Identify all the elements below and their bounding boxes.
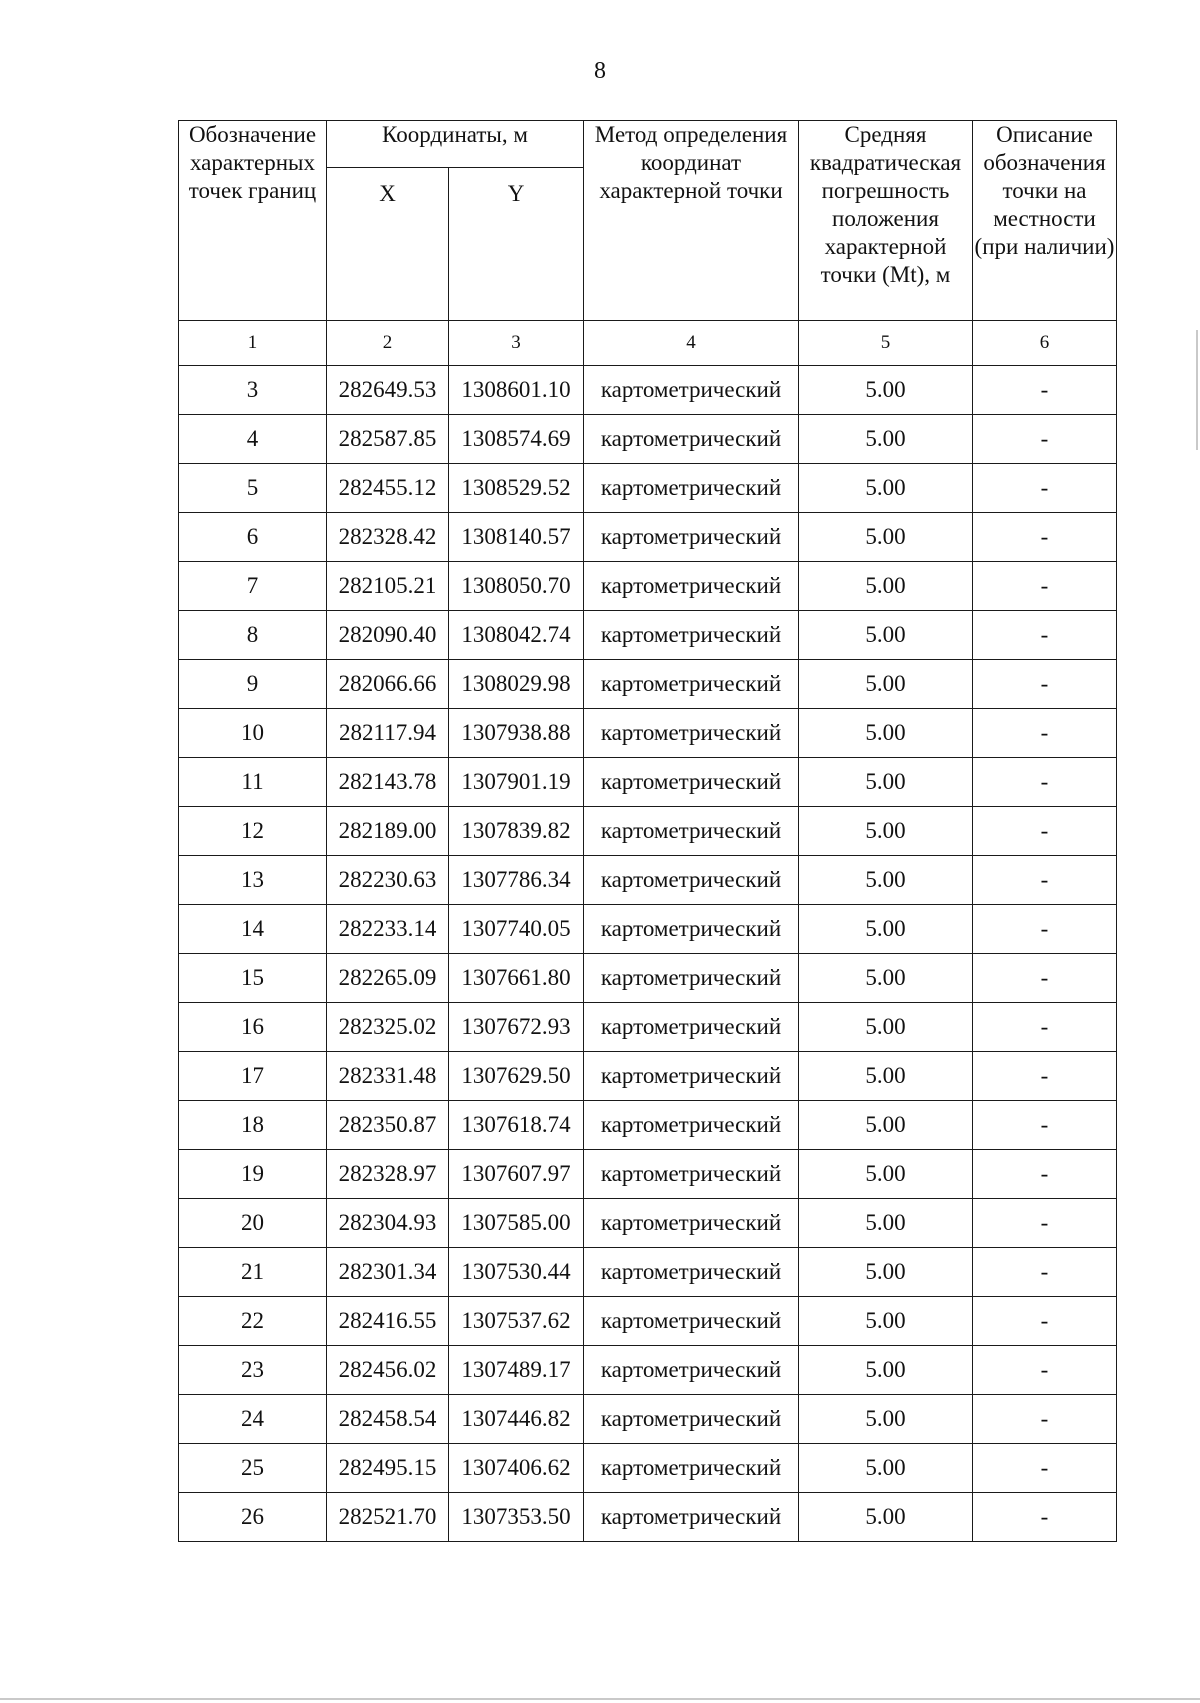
- description-cell: -: [973, 562, 1117, 611]
- x-cell: 282117.94: [327, 709, 449, 758]
- x-cell: 282265.09: [327, 954, 449, 1003]
- description-cell: -: [973, 660, 1117, 709]
- point-cell: 21: [179, 1248, 327, 1297]
- description-cell: -: [973, 415, 1117, 464]
- point-cell: 14: [179, 905, 327, 954]
- column-number: 4: [584, 321, 799, 366]
- method-cell: картометрический: [584, 415, 799, 464]
- point-cell: 17: [179, 1052, 327, 1101]
- point-cell: 5: [179, 464, 327, 513]
- x-cell: 282233.14: [327, 905, 449, 954]
- y-cell: 1307786.34: [449, 856, 584, 905]
- x-cell: 282521.70: [327, 1493, 449, 1542]
- x-cell: 282304.93: [327, 1199, 449, 1248]
- y-cell: 1307530.44: [449, 1248, 584, 1297]
- method-cell: картометрический: [584, 1248, 799, 1297]
- description-cell: -: [973, 758, 1117, 807]
- x-cell: 282105.21: [327, 562, 449, 611]
- x-cell: 282350.87: [327, 1101, 449, 1150]
- error-cell: 5.00: [799, 464, 973, 513]
- header-coordinates: [327, 121, 584, 168]
- y-cell: 1307839.82: [449, 807, 584, 856]
- table-row: [179, 1493, 1117, 1542]
- y-cell: 1307901.19: [449, 758, 584, 807]
- table-row: [179, 1199, 1117, 1248]
- header-designation: [179, 121, 327, 321]
- x-cell: 282230.63: [327, 856, 449, 905]
- y-cell: 1308050.70: [449, 562, 584, 611]
- error-cell: 5.00: [799, 905, 973, 954]
- y-cell: 1307672.93: [449, 1003, 584, 1052]
- error-cell: 5.00: [799, 1395, 973, 1444]
- method-cell: картометрический: [584, 709, 799, 758]
- description-cell: -: [973, 366, 1117, 415]
- description-cell: -: [973, 1052, 1117, 1101]
- point-cell: 7: [179, 562, 327, 611]
- header-description-text: Описание обозначения точки на местности (при наличии): [974, 122, 1115, 259]
- table-row: [179, 464, 1117, 513]
- header-designation-text: Обозначение характерных точек границ: [188, 122, 317, 203]
- y-cell: 1307537.62: [449, 1297, 584, 1346]
- page-number: 8: [594, 58, 606, 84]
- y-cell: 1307618.74: [449, 1101, 584, 1150]
- table-row: [179, 856, 1117, 905]
- x-cell: 282455.12: [327, 464, 449, 513]
- y-cell: 1307938.88: [449, 709, 584, 758]
- error-cell: 5.00: [799, 1248, 973, 1297]
- x-cell: 282066.66: [327, 660, 449, 709]
- error-cell: 5.00: [799, 562, 973, 611]
- y-cell: 1307585.00: [449, 1199, 584, 1248]
- description-cell: -: [973, 807, 1117, 856]
- error-cell: 5.00: [799, 1297, 973, 1346]
- x-cell: 282189.00: [327, 807, 449, 856]
- x-cell: 282456.02: [327, 1346, 449, 1395]
- description-cell: -: [973, 513, 1117, 562]
- point-cell: 26: [179, 1493, 327, 1542]
- method-cell: картометрический: [584, 1052, 799, 1101]
- x-cell: 282328.42: [327, 513, 449, 562]
- method-cell: картометрический: [584, 856, 799, 905]
- x-cell: 282301.34: [327, 1248, 449, 1297]
- header-y: Y: [449, 168, 584, 321]
- table-body: [179, 321, 1117, 1542]
- method-cell: картометрический: [584, 464, 799, 513]
- table-row: [179, 709, 1117, 758]
- y-cell: 1307740.05: [449, 905, 584, 954]
- table-row: [179, 1444, 1117, 1493]
- x-cell: 282495.15: [327, 1444, 449, 1493]
- header-coordinates-text: Координаты, м: [382, 122, 528, 147]
- y-cell: 1307607.97: [449, 1150, 584, 1199]
- point-cell: 13: [179, 856, 327, 905]
- method-cell: картометрический: [584, 1395, 799, 1444]
- method-cell: картометрический: [584, 1199, 799, 1248]
- point-cell: 20: [179, 1199, 327, 1248]
- y-cell: 1307353.50: [449, 1493, 584, 1542]
- coordinates-table: [178, 120, 1117, 1542]
- table-row: [179, 905, 1117, 954]
- method-cell: картометрический: [584, 1101, 799, 1150]
- table-row: [179, 366, 1117, 415]
- y-cell: 1307629.50: [449, 1052, 584, 1101]
- point-cell: 6: [179, 513, 327, 562]
- table-row: [179, 1101, 1117, 1150]
- method-cell: картометрический: [584, 1297, 799, 1346]
- description-cell: -: [973, 1346, 1117, 1395]
- y-cell: 1308042.74: [449, 611, 584, 660]
- point-cell: 12: [179, 807, 327, 856]
- table-row: [179, 758, 1117, 807]
- header-error: [799, 121, 973, 321]
- scan-edge-right: [1196, 330, 1198, 450]
- method-cell: картометрический: [584, 1003, 799, 1052]
- table-row: [179, 1297, 1117, 1346]
- table-row: [179, 660, 1117, 709]
- y-cell: 1308140.57: [449, 513, 584, 562]
- point-cell: 16: [179, 1003, 327, 1052]
- column-number: 6: [973, 321, 1117, 366]
- description-cell: -: [973, 1003, 1117, 1052]
- point-cell: 25: [179, 1444, 327, 1493]
- x-cell: 282090.40: [327, 611, 449, 660]
- error-cell: 5.00: [799, 415, 973, 464]
- description-cell: -: [973, 1199, 1117, 1248]
- table-row: [179, 1052, 1117, 1101]
- description-cell: -: [973, 1150, 1117, 1199]
- x-cell: 282587.85: [327, 415, 449, 464]
- column-number-row: [179, 321, 1117, 366]
- method-cell: картометрический: [584, 905, 799, 954]
- error-cell: 5.00: [799, 513, 973, 562]
- error-cell: 5.00: [799, 1101, 973, 1150]
- table-row: [179, 562, 1117, 611]
- method-cell: картометрический: [584, 1444, 799, 1493]
- header-x: X: [327, 168, 449, 321]
- y-cell: 1307489.17: [449, 1346, 584, 1395]
- header-error-text: Средняя квадратическая погрешность положения характерной точки (Mt), м: [809, 122, 962, 287]
- header-method: [584, 121, 799, 321]
- description-cell: -: [973, 464, 1117, 513]
- method-cell: картометрический: [584, 611, 799, 660]
- method-cell: картометрический: [584, 1493, 799, 1542]
- error-cell: 5.00: [799, 758, 973, 807]
- table-row: [179, 415, 1117, 464]
- error-cell: 5.00: [799, 1150, 973, 1199]
- y-cell: 1308574.69: [449, 415, 584, 464]
- error-cell: 5.00: [799, 1346, 973, 1395]
- x-cell: 282649.53: [327, 366, 449, 415]
- error-cell: 5.00: [799, 1003, 973, 1052]
- x-cell: 282416.55: [327, 1297, 449, 1346]
- y-cell: 1308601.10: [449, 366, 584, 415]
- table-row: [179, 954, 1117, 1003]
- table-row: [179, 1395, 1117, 1444]
- description-cell: -: [973, 1101, 1117, 1150]
- point-cell: 24: [179, 1395, 327, 1444]
- error-cell: 5.00: [799, 660, 973, 709]
- description-cell: -: [973, 611, 1117, 660]
- point-cell: 4: [179, 415, 327, 464]
- error-cell: 5.00: [799, 1199, 973, 1248]
- x-cell: 282143.78: [327, 758, 449, 807]
- description-cell: -: [973, 1297, 1117, 1346]
- description-cell: -: [973, 1493, 1117, 1542]
- column-number: 1: [179, 321, 327, 366]
- scan-edge-bottom: [0, 1698, 1200, 1700]
- point-cell: 22: [179, 1297, 327, 1346]
- point-cell: 10: [179, 709, 327, 758]
- method-cell: картометрический: [584, 513, 799, 562]
- point-cell: 3: [179, 366, 327, 415]
- method-cell: картометрический: [584, 954, 799, 1003]
- x-cell: 282328.97: [327, 1150, 449, 1199]
- y-cell: 1307406.62: [449, 1444, 584, 1493]
- table-row: [179, 1003, 1117, 1052]
- method-cell: картометрический: [584, 807, 799, 856]
- column-number: 3: [449, 321, 584, 366]
- point-cell: 9: [179, 660, 327, 709]
- table-row: [179, 513, 1117, 562]
- description-cell: -: [973, 856, 1117, 905]
- point-cell: 18: [179, 1101, 327, 1150]
- description-cell: -: [973, 1444, 1117, 1493]
- error-cell: 5.00: [799, 1444, 973, 1493]
- method-cell: картометрический: [584, 758, 799, 807]
- point-cell: 11: [179, 758, 327, 807]
- column-number: 2: [327, 321, 449, 366]
- description-cell: -: [973, 709, 1117, 758]
- description-cell: -: [973, 905, 1117, 954]
- method-cell: картометрический: [584, 1346, 799, 1395]
- point-cell: 8: [179, 611, 327, 660]
- x-cell: 282458.54: [327, 1395, 449, 1444]
- description-cell: -: [973, 954, 1117, 1003]
- x-cell: 282325.02: [327, 1003, 449, 1052]
- header-method-text: Метод определения координат характерной точки: [594, 122, 788, 203]
- error-cell: 5.00: [799, 1493, 973, 1542]
- method-cell: картометрический: [584, 1150, 799, 1199]
- error-cell: 5.00: [799, 709, 973, 758]
- table-row: [179, 807, 1117, 856]
- y-cell: 1307446.82: [449, 1395, 584, 1444]
- method-cell: картометрический: [584, 660, 799, 709]
- y-cell: 1308529.52: [449, 464, 584, 513]
- error-cell: 5.00: [799, 1052, 973, 1101]
- y-cell: 1307661.80: [449, 954, 584, 1003]
- column-number: 5: [799, 321, 973, 366]
- error-cell: 5.00: [799, 807, 973, 856]
- error-cell: 5.00: [799, 611, 973, 660]
- point-cell: 19: [179, 1150, 327, 1199]
- method-cell: картометрический: [584, 562, 799, 611]
- point-cell: 15: [179, 954, 327, 1003]
- header-description: [973, 121, 1117, 321]
- table-row: [179, 1346, 1117, 1395]
- table-row: [179, 611, 1117, 660]
- description-cell: -: [973, 1395, 1117, 1444]
- error-cell: 5.00: [799, 954, 973, 1003]
- table-row: [179, 1150, 1117, 1199]
- error-cell: 5.00: [799, 856, 973, 905]
- table-row: [179, 1248, 1117, 1297]
- error-cell: 5.00: [799, 366, 973, 415]
- method-cell: картометрический: [584, 366, 799, 415]
- y-cell: 1308029.98: [449, 660, 584, 709]
- x-cell: 282331.48: [327, 1052, 449, 1101]
- description-cell: -: [973, 1248, 1117, 1297]
- point-cell: 23: [179, 1346, 327, 1395]
